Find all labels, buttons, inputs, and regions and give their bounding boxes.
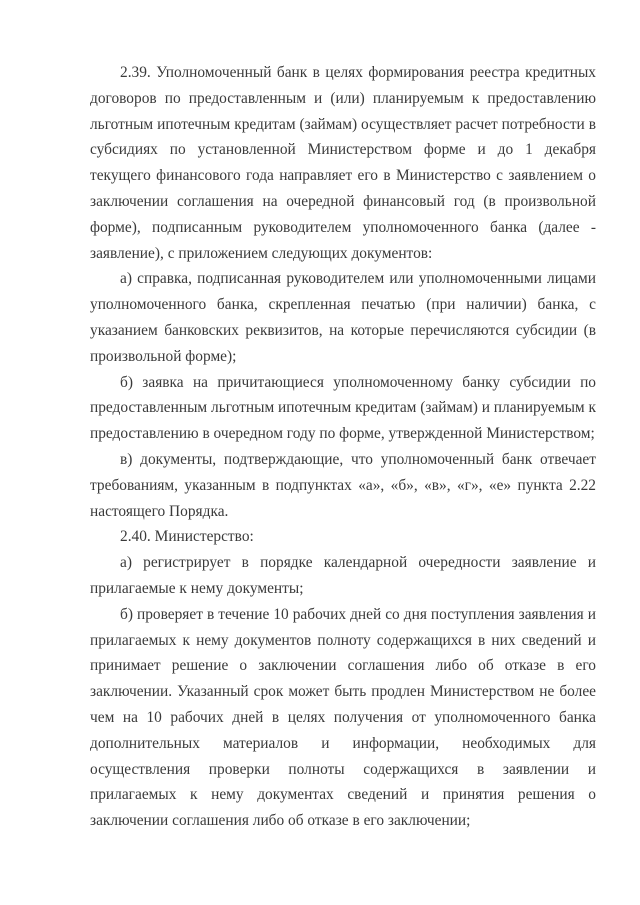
- paragraph-2-39-b: б) заявка на причитающиеся уполномоченному банку субсидии по предоставленным льготным ипотечным кредитам (займам) и планируемым к предоставлению в очередном году по форме, утвержденной Министерством;: [90, 373, 596, 443]
- paragraph-2-40-b: б) проверяет в течение 10 рабочих дней со дня поступления заявления и прилагаемых к нему документов полноту содержащихся в них сведений и принимает решение о заключении соглашения либо об отказе в его заключении. Указанный срок может быть продлен Министерством не более чем на 10 рабочих дней в целях получения от уполномоченного банка дополнительных материалов и информации, необходимых для осуществления проверки полноты содержащихся в заявлении и прилагаемых к нему документах сведений и принятия решения о заключении соглашения либо об отказе в его заключении;: [90, 605, 596, 830]
- paragraph-2-39-a: а) справка, подписанная руководителем или уполномоченными лицами уполномоченного банка, скрепленная печатью (при наличии) банка, с указанием банковских реквизитов, на которые перечисляются субсидии (в произвольной форме);: [90, 270, 596, 365]
- paragraph-2-39-v: в) документы, подтверждающие, что уполномоченный банк отвечает требованиям, указанным в подпунктах «а», «б», «в», «г», «е» пункта 2.22 настоящего Порядка.: [90, 450, 596, 520]
- paragraph-2-39: 2.39. Уполномоченный банк в целях формирования реестра кредитных договоров по предоставленным и (или) планируемым к предоставлению льготным ипотечным кредитам (займам) осуществляет расчет потребности в субсидиях по установленной Министерством форме и до 1 декабря текущего финансового года направляет его в Министерство с заявлением о заключении соглашения на очередной финансовый год (в произвольной форме), подписанным руководителем уполномоченного банка (далее - заявление), с приложением следующих документов:: [90, 64, 596, 262]
- paragraph-2-40-a: а) регистрирует в порядке календарной очередности заявление и прилагаемые к нему документы;: [90, 554, 596, 597]
- paragraph-2-40: 2.40. Министерство:: [120, 528, 254, 546]
- document-body: [90, 60, 596, 834]
